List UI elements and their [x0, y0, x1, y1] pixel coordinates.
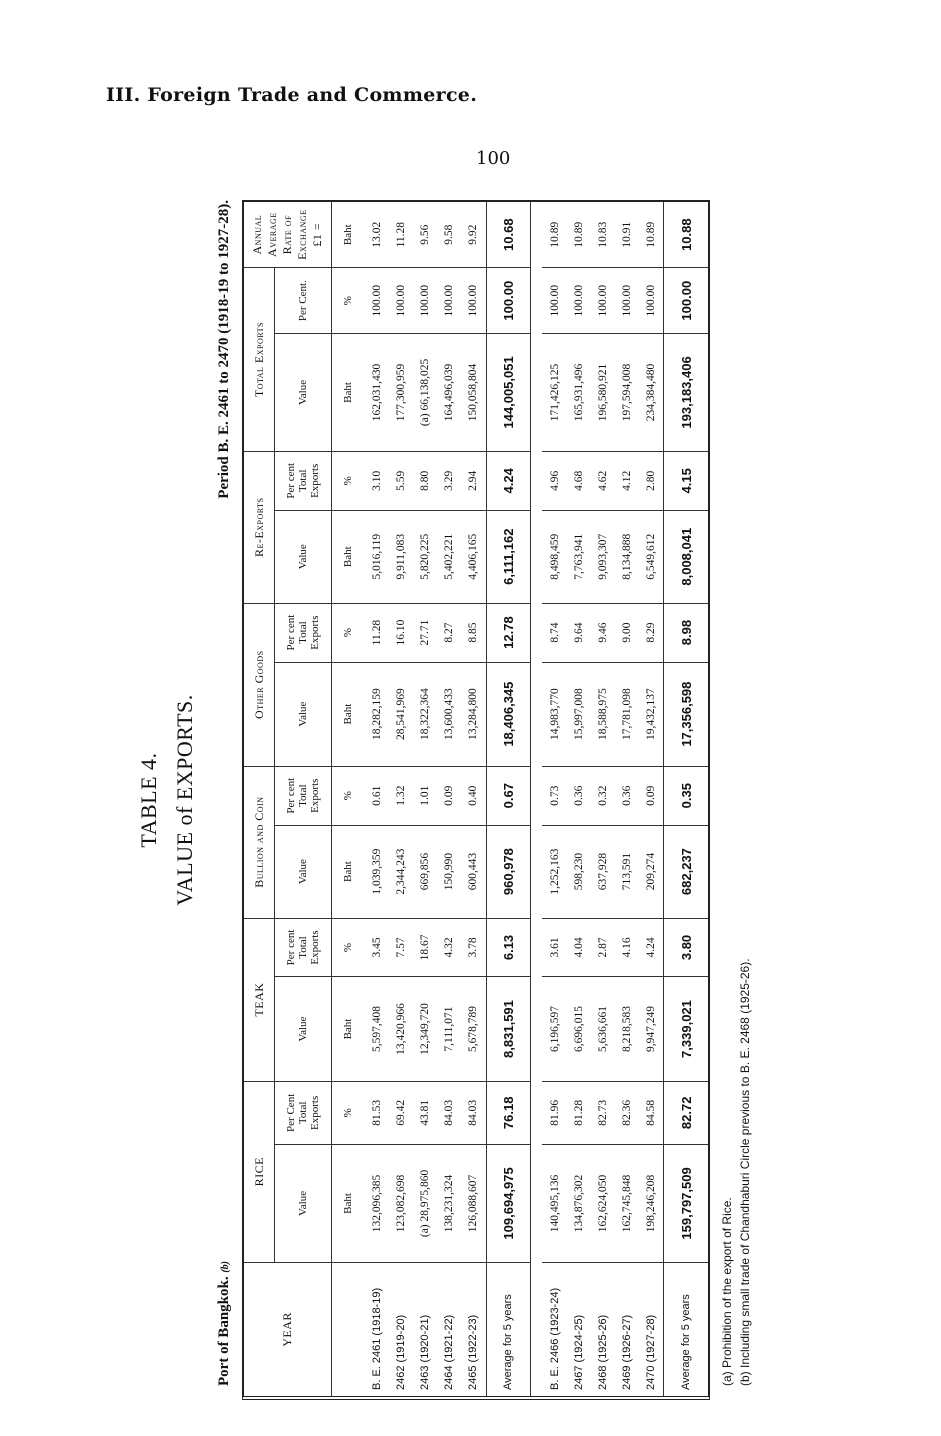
cell-bul-p: 0.09: [639, 766, 664, 825]
unit-pct: %: [332, 603, 365, 662]
cell-rate: 10.89: [567, 202, 591, 268]
cell-oth-p: 9.46: [591, 603, 615, 662]
cell-re-p: 4.24: [486, 451, 531, 510]
cell-oth-p: 8.74: [542, 603, 566, 662]
cell-rice-v: 140,495,136: [542, 1145, 566, 1263]
table-row: [365, 202, 389, 1396]
unit-pct: %: [332, 451, 365, 510]
cell-year: 2467 (1924-25): [572, 1314, 585, 1390]
cell-rice-p: 81.96: [542, 1081, 566, 1144]
cell-teak-p: 2.87: [591, 918, 615, 977]
cell-rice-p: 81.28: [567, 1081, 591, 1144]
subcol-value: Value: [275, 334, 332, 452]
cell-tot-v: 164,496,039: [437, 334, 461, 452]
cell-rate: 10.88: [664, 202, 708, 268]
subcol-value: Value: [275, 510, 332, 603]
footnote-a: (a) Prohibition of the export of Rice.: [720, 1197, 734, 1386]
cell-teak-p: 7.57: [389, 918, 413, 977]
cell-bul-v: 209,274: [639, 825, 664, 918]
cell-tot-p: 100.00: [567, 268, 591, 334]
cell-oth-p: 11.28: [365, 603, 389, 662]
section-header: III. Foreign Trade and Commerce.: [106, 84, 478, 106]
cell-rice-v: 162,745,848: [615, 1145, 639, 1263]
cell-rate: 9.56: [413, 202, 437, 268]
unit-baht: Baht: [332, 334, 365, 452]
cell-oth-p: 27.71: [413, 603, 437, 662]
footnotes: [718, 958, 754, 1386]
cell-tot-v: 196,580,921: [591, 334, 615, 452]
cell-oth-p: 8.27: [437, 603, 461, 662]
cell-rice-p: 76.18: [486, 1081, 531, 1144]
cell-teak-v: 7,111,071: [437, 977, 461, 1081]
period-label: Period B. E. 2461 to 2470 (1918-19 to 1927-28).: [216, 200, 232, 499]
cell-re-p: 2.80: [639, 451, 664, 510]
cell-re-v: 8,134,888: [615, 510, 639, 603]
subcol-percent: Per Cent Total Exports: [275, 1081, 332, 1144]
cell-teak-p: 4.04: [567, 918, 591, 977]
subcol-value: Value: [275, 662, 332, 766]
cell-rice-v: 126,088,607: [461, 1145, 486, 1263]
cell-bul-v: 598,230: [567, 825, 591, 918]
cell-oth-p: 16.10: [389, 603, 413, 662]
table-row: [542, 202, 566, 1396]
cell-year: B. E. 2461 (1918-19): [370, 1287, 383, 1390]
cell-oth-v: 17,781,098: [615, 662, 639, 766]
port-label: [216, 1261, 233, 1386]
cell-rice-v: 138,231,324: [437, 1145, 461, 1263]
subcol-value: Value: [275, 825, 332, 918]
cell-teak-v: 5,636,661: [591, 977, 615, 1081]
col-re-exports: Re-Exports: [244, 451, 275, 603]
spacer-row: [531, 202, 543, 1396]
cell-re-v: 9,911,083: [389, 510, 413, 603]
cell-teak-v: 6,696,015: [567, 977, 591, 1081]
cell-oth-v: 19,432,137: [639, 662, 664, 766]
unit-pct: %: [332, 1081, 365, 1144]
cell-bul-v: 713,591: [615, 825, 639, 918]
cell-bul-v: 682,237: [664, 825, 708, 918]
cell-tot-v: 171,426,125: [542, 334, 566, 452]
cell-bul-v: 960,978: [486, 825, 531, 918]
subcol-percent: Per cent Total Exports: [275, 603, 332, 662]
cell-tot-p: 100.00: [664, 268, 708, 334]
cell-oth-v: 18,282,159: [365, 662, 389, 766]
col-total-exports: Total Exports: [244, 268, 275, 452]
cell-bul-p: 0.09: [437, 766, 461, 825]
cell-year: 2468 (1925-26): [596, 1314, 609, 1390]
cell-oth-p: 9.00: [615, 603, 639, 662]
cell-teak-v: 5,678,789: [461, 977, 486, 1081]
cell-bul-v: 637,928: [591, 825, 615, 918]
cell-re-p: 4.12: [615, 451, 639, 510]
cell-re-v: 8,008,041: [664, 510, 708, 603]
unit-baht: Baht: [332, 662, 365, 766]
cell-teak-p: 4.24: [639, 918, 664, 977]
cell-tot-v: 165,931,496: [567, 334, 591, 452]
cell-teak-v: 7,339,021: [664, 977, 708, 1081]
table-row: [615, 202, 639, 1396]
cell-re-p: 4.62: [591, 451, 615, 510]
cell-rice-v: 198,246,208: [639, 1145, 664, 1263]
cell-tot-p: 100.00: [486, 268, 531, 334]
table-row: [591, 202, 615, 1396]
spacer-cell: [531, 202, 543, 1396]
cell-bul-p: 0.35: [664, 766, 708, 825]
table-row: [413, 202, 437, 1396]
cell-re-v: 8,498,459: [542, 510, 566, 603]
cell-tot-p: 100.00: [542, 268, 566, 334]
cell-bul-p: 0.61: [365, 766, 389, 825]
cell-rate: 10.89: [542, 202, 566, 268]
cell-rate: 11.28: [389, 202, 413, 268]
cell-teak-p: 3.61: [542, 918, 566, 977]
col-teak: TEAK: [244, 918, 275, 1081]
cell-rate: 13.02: [365, 202, 389, 268]
exports-table-frame: [242, 200, 710, 1400]
cell-bul-v: 600,443: [461, 825, 486, 918]
unit-baht: Baht: [332, 510, 365, 603]
cell-bul-v: 2,344,243: [389, 825, 413, 918]
col-rice: RICE: [244, 1081, 275, 1262]
table-row: [389, 202, 413, 1396]
table-subtitle: VALUE of EXPORTS.: [172, 694, 197, 906]
cell-year: 2462 (1919-20): [395, 1314, 408, 1390]
cell-bul-p: 0.36: [615, 766, 639, 825]
table-body: [332, 202, 709, 1396]
cell-rate: 10.91: [615, 202, 639, 268]
cell-bul-p: 0.40: [461, 766, 486, 825]
cell-teak-p: 3.80: [664, 918, 708, 977]
cell-bul-v: 150,990: [437, 825, 461, 918]
unit-baht: Baht: [332, 977, 365, 1081]
subcol-percent: Per cent Total Exports: [275, 918, 332, 977]
cell-oth-p: 8.98: [664, 603, 708, 662]
cell-tot-v: (a) 66,138,025: [413, 334, 437, 452]
col-exchange-rate: Annual Average Rate of Exchange £1 =: [244, 202, 332, 268]
cell-oth-v: 18,322,364: [413, 662, 437, 766]
cell-re-v: 6,549,612: [639, 510, 664, 603]
cell-teak-p: 3.78: [461, 918, 486, 977]
cell-tot-v: 234,384,480: [639, 334, 664, 452]
unit-baht: Baht: [332, 202, 365, 268]
cell-teak-v: 13,420,966: [389, 977, 413, 1081]
cell-tot-v: 193,183,406: [664, 334, 708, 452]
cell-teak-p: 3.45: [365, 918, 389, 977]
cell-rate: 9.58: [437, 202, 461, 268]
subcol-percent: Per cent Total Exports: [275, 451, 332, 510]
cell-teak-v: 9,947,249: [639, 977, 664, 1081]
unit-pct: %: [332, 268, 365, 334]
cell-oth-v: 17,356,598: [664, 662, 708, 766]
cell-tot-p: 100.00: [437, 268, 461, 334]
cell-teak-v: 12,349,720: [413, 977, 437, 1081]
cell-bul-v: 1,252,163: [542, 825, 566, 918]
cell-teak-p: 18.67: [413, 918, 437, 977]
cell-rice-v: 123,082,698: [389, 1145, 413, 1263]
subcol-value: Value: [275, 977, 332, 1081]
cell-tot-p: 100.00: [389, 268, 413, 334]
cell-oth-v: 18,588,975: [591, 662, 615, 766]
unit-baht: Baht: [332, 1145, 365, 1263]
col-bullion: Bullion and Coin: [244, 766, 275, 918]
average-row: [486, 202, 531, 1396]
table-row: [437, 202, 461, 1396]
cell-oth-p: 12.78: [486, 603, 531, 662]
cell-bul-p: 1.32: [389, 766, 413, 825]
subcol-percent: Per Cent.: [275, 268, 332, 334]
cell-oth-v: 18,406,345: [486, 662, 531, 766]
cell-re-p: 8.80: [413, 451, 437, 510]
cell-teak-v: 5,597,408: [365, 977, 389, 1081]
cell-rice-v: 109,694,975: [486, 1145, 531, 1263]
cell-rice-p: 84.58: [639, 1081, 664, 1144]
cell-oth-v: 13,600,433: [437, 662, 461, 766]
cell-re-v: 6,111,162: [486, 510, 531, 603]
footnote-b: (b) Including small trade of Chandhaburi Circle previous to B. E. 2468 (1925-26).: [738, 958, 752, 1386]
cell-rice-p: 84.03: [461, 1081, 486, 1144]
cell-year: 2463 (1920-21): [419, 1314, 432, 1390]
cell-rice-p: 82.72: [664, 1081, 708, 1144]
cell-oth-v: 28,541,969: [389, 662, 413, 766]
cell-re-p: 5.59: [389, 451, 413, 510]
exports-table: [244, 202, 708, 1396]
cell-rice-v: 134,876,302: [567, 1145, 591, 1263]
cell-oth-p: 8.29: [639, 603, 664, 662]
cell-tot-v: 162,031,430: [365, 334, 389, 452]
cell-year: 2469 (1926-27): [620, 1314, 633, 1390]
port-name: Port of Bangkok.: [216, 1276, 232, 1386]
cell-rice-p: 82.73: [591, 1081, 615, 1144]
cell-re-p: 3.10: [365, 451, 389, 510]
rotated-table-sheet: [120, 200, 780, 1400]
cell-oth-v: 13,284,800: [461, 662, 486, 766]
cell-tot-p: 100.00: [461, 268, 486, 334]
unit-pct: %: [332, 766, 365, 825]
cell-rate: 10.83: [591, 202, 615, 268]
cell-year: 2465 (1922-23): [467, 1314, 480, 1390]
cell-rice-v: 162,624,050: [591, 1145, 615, 1263]
cell-bul-p: 0.32: [591, 766, 615, 825]
cell-bul-p: 0.67: [486, 766, 531, 825]
cell-oth-v: 15,997,008: [567, 662, 591, 766]
cell-oth-p: 9.64: [567, 603, 591, 662]
cell-rate: 9.92: [461, 202, 486, 268]
cell-re-p: 4.15: [664, 451, 708, 510]
cell-teak-p: 4.32: [437, 918, 461, 977]
cell-tot-p: 100.00: [365, 268, 389, 334]
cell-year: 2470 (1927-28): [644, 1314, 657, 1390]
cell-rate: 10.68: [486, 202, 531, 268]
cell-rice-v: (a) 28,975,860: [413, 1145, 437, 1263]
units-year: [332, 1262, 365, 1396]
cell-tot-v: 150,058,804: [461, 334, 486, 452]
cell-rice-p: 69.42: [389, 1081, 413, 1144]
cell-rice-v: 159,797,509: [664, 1145, 708, 1263]
cell-year: B. E. 2466 (1923-24): [548, 1287, 561, 1390]
cell-bul-p: 1.01: [413, 766, 437, 825]
average-row: [664, 202, 708, 1396]
cell-re-v: 4,406,165: [461, 510, 486, 603]
table-title: TABLE 4.: [136, 752, 161, 848]
cell-year: Average for 5 years: [664, 1262, 708, 1396]
col-other-goods: Other Goods: [244, 603, 275, 766]
cell-year: Average for 5 years: [486, 1262, 531, 1396]
cell-bul-p: 0.73: [542, 766, 566, 825]
cell-rice-v: 132,096,385: [365, 1145, 389, 1263]
cell-rate: 10.89: [639, 202, 664, 268]
cell-rice-p: 84.03: [437, 1081, 461, 1144]
cell-rice-p: 43.81: [413, 1081, 437, 1144]
cell-bul-v: 1,039,359: [365, 825, 389, 918]
table-row: [639, 202, 664, 1396]
cell-teak-v: 8,218,583: [615, 977, 639, 1081]
subcol-value: Value: [275, 1145, 332, 1263]
port-note: (b): [220, 1260, 231, 1273]
cell-teak-v: 8,831,591: [486, 977, 531, 1081]
cell-re-v: 9,093,307: [591, 510, 615, 603]
col-year: YEAR: [244, 1262, 332, 1396]
table-row: [461, 202, 486, 1396]
cell-re-p: 3.29: [437, 451, 461, 510]
cell-oth-p: 8.85: [461, 603, 486, 662]
page-number: 100: [476, 148, 511, 169]
cell-tot-v: 144,005,051: [486, 334, 531, 452]
cell-oth-v: 14,983,770: [542, 662, 566, 766]
cell-teak-p: 6.13: [486, 918, 531, 977]
cell-re-p: 2.94: [461, 451, 486, 510]
cell-re-v: 5,016,119: [365, 510, 389, 603]
cell-teak-p: 4.16: [615, 918, 639, 977]
cell-rice-p: 82.36: [615, 1081, 639, 1144]
cell-re-v: 5,820,225: [413, 510, 437, 603]
cell-tot-p: 100.00: [615, 268, 639, 334]
cell-tot-v: 197,594,008: [615, 334, 639, 452]
cell-tot-p: 100.00: [639, 268, 664, 334]
cell-year: 2464 (1921-22): [443, 1314, 456, 1390]
cell-re-p: 4.68: [567, 451, 591, 510]
cell-re-v: 5,402,221: [437, 510, 461, 603]
unit-pct: %: [332, 918, 365, 977]
cell-bul-p: 0.36: [567, 766, 591, 825]
cell-teak-v: 6,196,597: [542, 977, 566, 1081]
cell-rice-p: 81.53: [365, 1081, 389, 1144]
cell-bul-v: 669,856: [413, 825, 437, 918]
subcol-percent: Per cent Total Exports: [275, 766, 332, 825]
cell-re-v: 7,763,941: [567, 510, 591, 603]
cell-tot-p: 100.00: [591, 268, 615, 334]
table-row: [567, 202, 591, 1396]
cell-tot-v: 177,300,959: [389, 334, 413, 452]
unit-baht: Baht: [332, 825, 365, 918]
cell-tot-p: 100.00: [413, 268, 437, 334]
units-row: [332, 202, 365, 1396]
cell-re-p: 4.96: [542, 451, 566, 510]
